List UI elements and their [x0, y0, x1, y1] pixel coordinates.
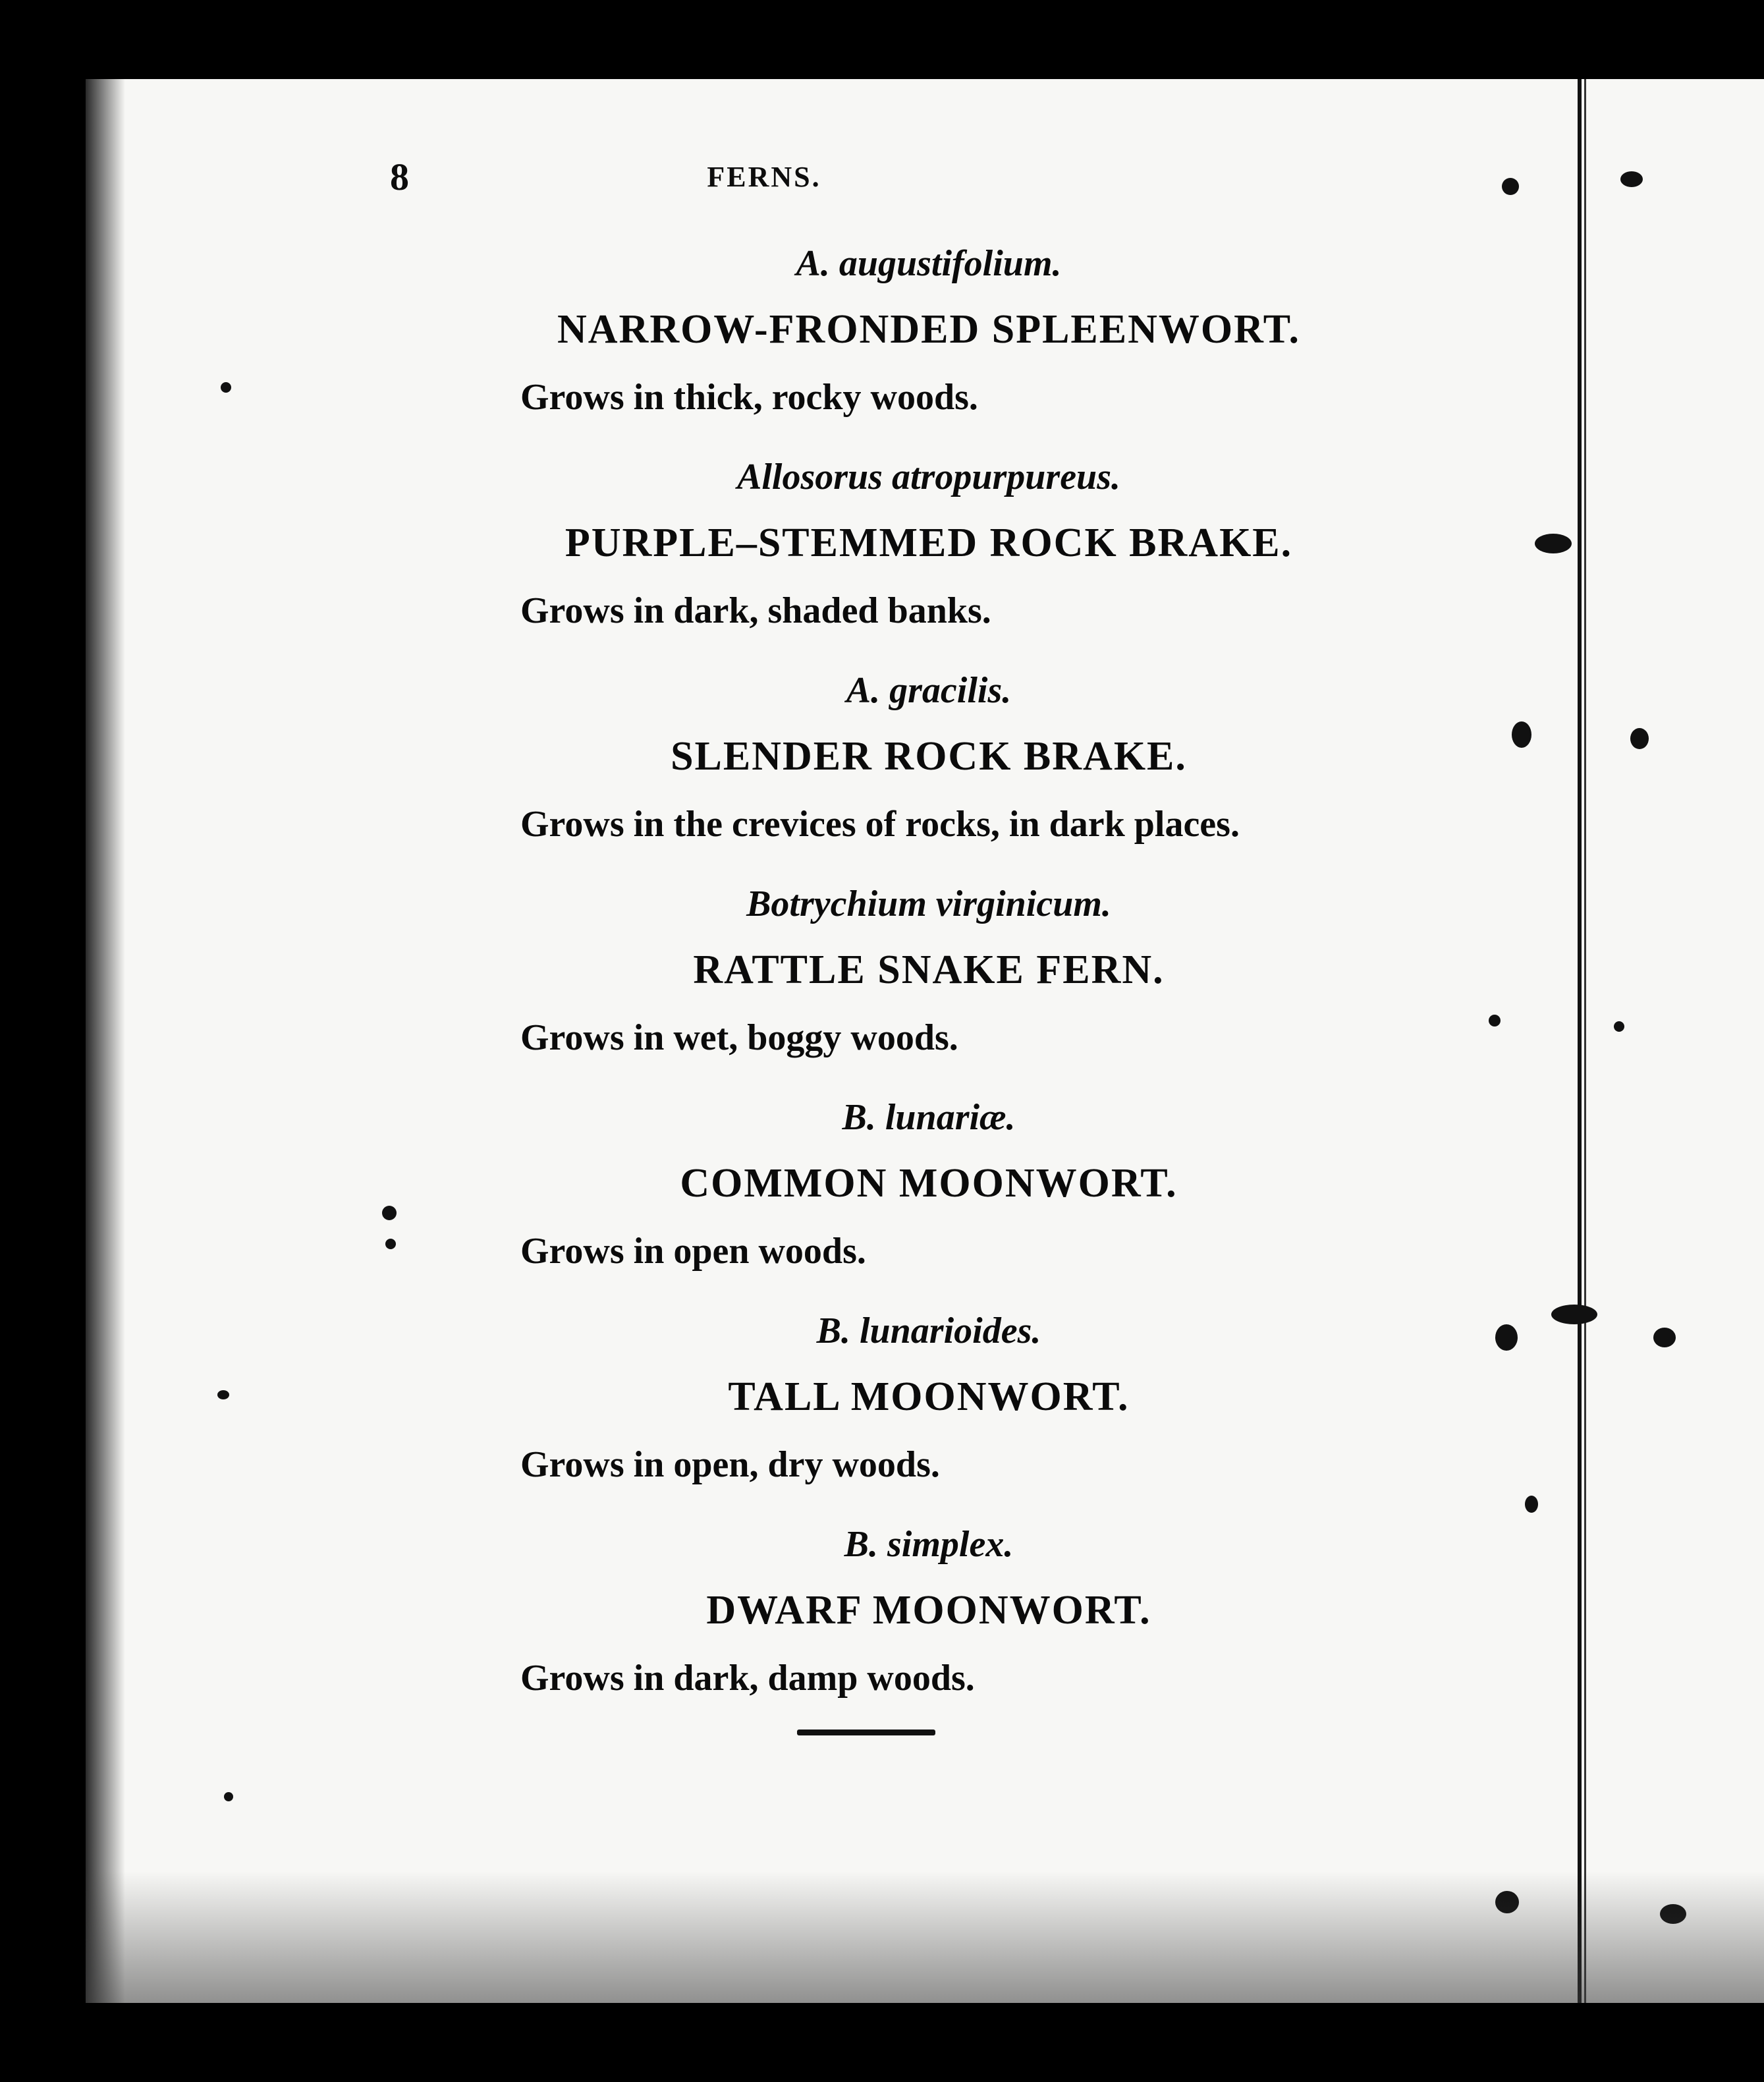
ink-speck — [1620, 171, 1643, 187]
habitat-text: Grows in thick, rocky woods. — [520, 377, 978, 418]
ink-speck — [217, 1390, 229, 1399]
ink-speck — [1489, 1015, 1501, 1027]
fern-entry — [435, 871, 1423, 1073]
running-head: FERNS. — [707, 161, 821, 193]
ink-speck — [1502, 178, 1519, 195]
habitat-text: Grows in dark, shaded banks. — [520, 590, 991, 631]
habitat-text: Grows in wet, boggy woods. — [520, 1017, 958, 1058]
common-name: SLENDER ROCK BRAKE. — [671, 734, 1187, 779]
binding-fold-shadow — [1584, 79, 1586, 2003]
document-page — [86, 79, 1764, 2003]
binding-fold-line — [1578, 79, 1582, 2003]
fern-entry — [435, 1298, 1423, 1500]
common-name: NARROW-FRONDED SPLEENWORT. — [557, 307, 1300, 352]
fern-entry — [435, 231, 1423, 432]
fern-entry — [435, 1084, 1423, 1286]
habitat-text: Grows in dark, damp woods. — [520, 1658, 975, 1699]
ink-speck — [224, 1792, 233, 1801]
fern-entry — [435, 444, 1423, 646]
ink-speck — [1653, 1328, 1676, 1347]
common-name: DWARF MOONWORT. — [706, 1588, 1151, 1633]
fern-entries — [435, 231, 1423, 1725]
fern-entry — [435, 1511, 1423, 1713]
common-name: RATTLE SNAKE FERN. — [693, 947, 1165, 992]
ink-speck — [1551, 1305, 1597, 1324]
ink-speck — [1495, 1891, 1519, 1913]
ink-speck — [1630, 728, 1649, 749]
page-number: 8 — [390, 155, 409, 198]
latin-name: A. augustifolium. — [796, 243, 1062, 284]
latin-name: B. simplex. — [844, 1524, 1014, 1565]
ink-speck — [221, 382, 231, 393]
ink-speck — [1525, 1496, 1538, 1513]
common-name: COMMON MOONWORT. — [680, 1161, 1178, 1206]
habitat-text: Grows in the crevices of rocks, in dark places. — [520, 804, 1240, 845]
ink-speck — [1535, 534, 1572, 553]
ink-speck — [1495, 1324, 1518, 1351]
ink-speck — [1614, 1021, 1624, 1032]
latin-name: B. lunarioides. — [816, 1310, 1041, 1351]
ink-speck — [385, 1239, 396, 1249]
ink-speck — [1660, 1904, 1686, 1924]
common-name: TALL MOONWORT. — [728, 1374, 1130, 1419]
habitat-text: Grows in open, dry woods. — [520, 1444, 940, 1485]
habitat-text: Grows in open woods. — [520, 1231, 866, 1272]
latin-name: Botrychium virginicum. — [746, 884, 1111, 924]
common-name: PURPLE–STEMMED ROCK BRAKE. — [565, 520, 1293, 565]
latin-name: B. lunariæ. — [842, 1097, 1016, 1138]
ink-speck — [1512, 721, 1531, 748]
latin-name: A. gracilis. — [846, 670, 1012, 711]
fern-entry — [435, 658, 1423, 859]
end-rule — [797, 1730, 935, 1735]
ink-speck — [382, 1206, 397, 1220]
latin-name: Allosorus atropurpureus. — [736, 457, 1120, 497]
